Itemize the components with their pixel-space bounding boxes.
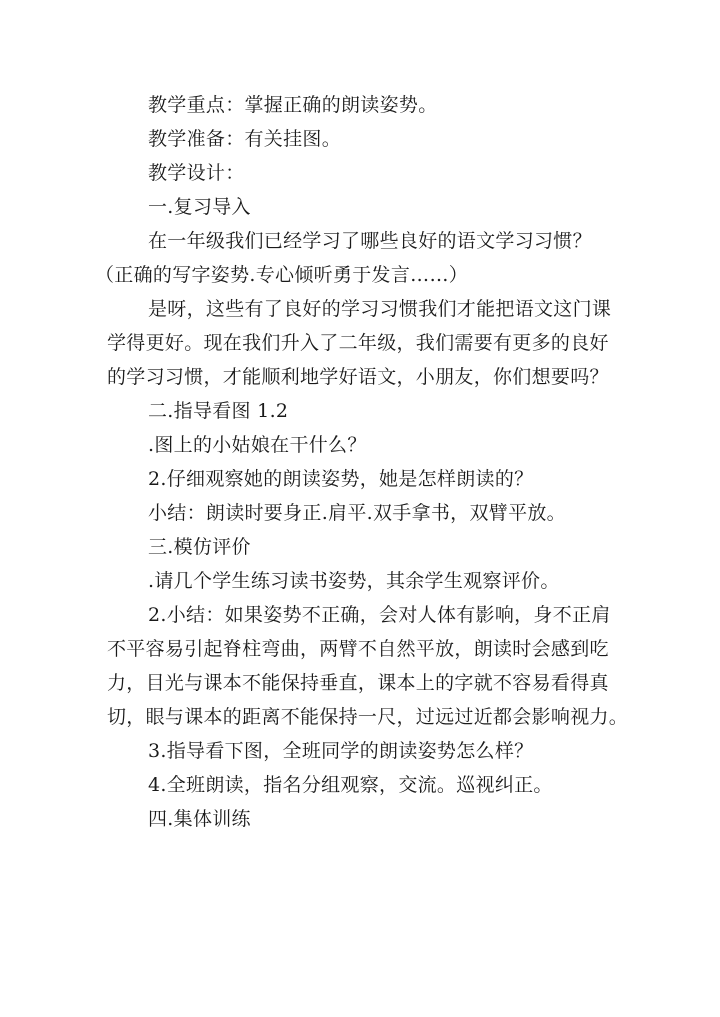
section-3-item-2-line-1: 2.小结：如果姿势不正确，会对人体有影响，身不正肩 <box>148 604 611 626</box>
section-1-answer: （正确的写字姿势.专心倾听勇于发言……） <box>95 264 469 286</box>
section-2-question-2: 2.仔细观察她的朗读姿势，她是怎样朗读的？ <box>148 468 534 490</box>
section-1-heading: 一.复习导入 <box>148 196 251 218</box>
document-body <box>95 88 629 836</box>
section-3-heading: 三.模仿评价 <box>148 536 251 558</box>
section-3-item-3: 3.指导看下图，全班同学的朗读姿势怎么样？ <box>148 740 534 762</box>
section-1-question: 在一年级我们已经学习了哪些良好的语文学习习惯？ <box>148 230 592 252</box>
section-2-question-1: .图上的小姑娘在干什么？ <box>148 434 367 456</box>
section-3-item-4: 4.全班朗读，指名分组观察，交流。巡视纠正。 <box>148 774 553 796</box>
section-1-text-line-3: 的学习习惯，才能顺利地学好语文，小朋友，你们想要吗？ <box>107 366 609 388</box>
design-heading: 教学设计： <box>148 162 245 184</box>
section-1-text-line-1: 是呀，这些有了良好的学习习惯我们才能把语文这门课 <box>148 298 612 320</box>
section-3-item-2-line-2: 不平容易引起脊柱弯曲，两臂不自然平放，朗读时会感到吃 <box>107 638 609 660</box>
section-4-heading: 四.集体训练 <box>148 808 251 830</box>
section-1-text-line-2: 学得更好。现在我们升入了二年级，我们需要有更多的良好 <box>107 332 609 354</box>
section-2-heading: 二.指导看图 1.2 <box>148 400 289 422</box>
section-2-summary: 小结：朗读时要身正.肩平.双手拿书，双臂平放。 <box>148 502 566 524</box>
section-3-item-1: .请几个学生练习读书姿势，其余学生观察评价。 <box>148 570 560 592</box>
key-point-line: 教学重点：掌握正确的朗读姿势。 <box>148 94 438 116</box>
section-3-item-2-line-3: 力，目光与课本不能保持垂直，课本上的字就不容易看得真 <box>107 672 609 694</box>
preparation-line: 教学准备：有关挂图。 <box>148 128 342 150</box>
section-3-item-2-line-4: 切，眼与课本的距离不能保持一尺，过远过近都会影响视力。 <box>107 706 629 728</box>
